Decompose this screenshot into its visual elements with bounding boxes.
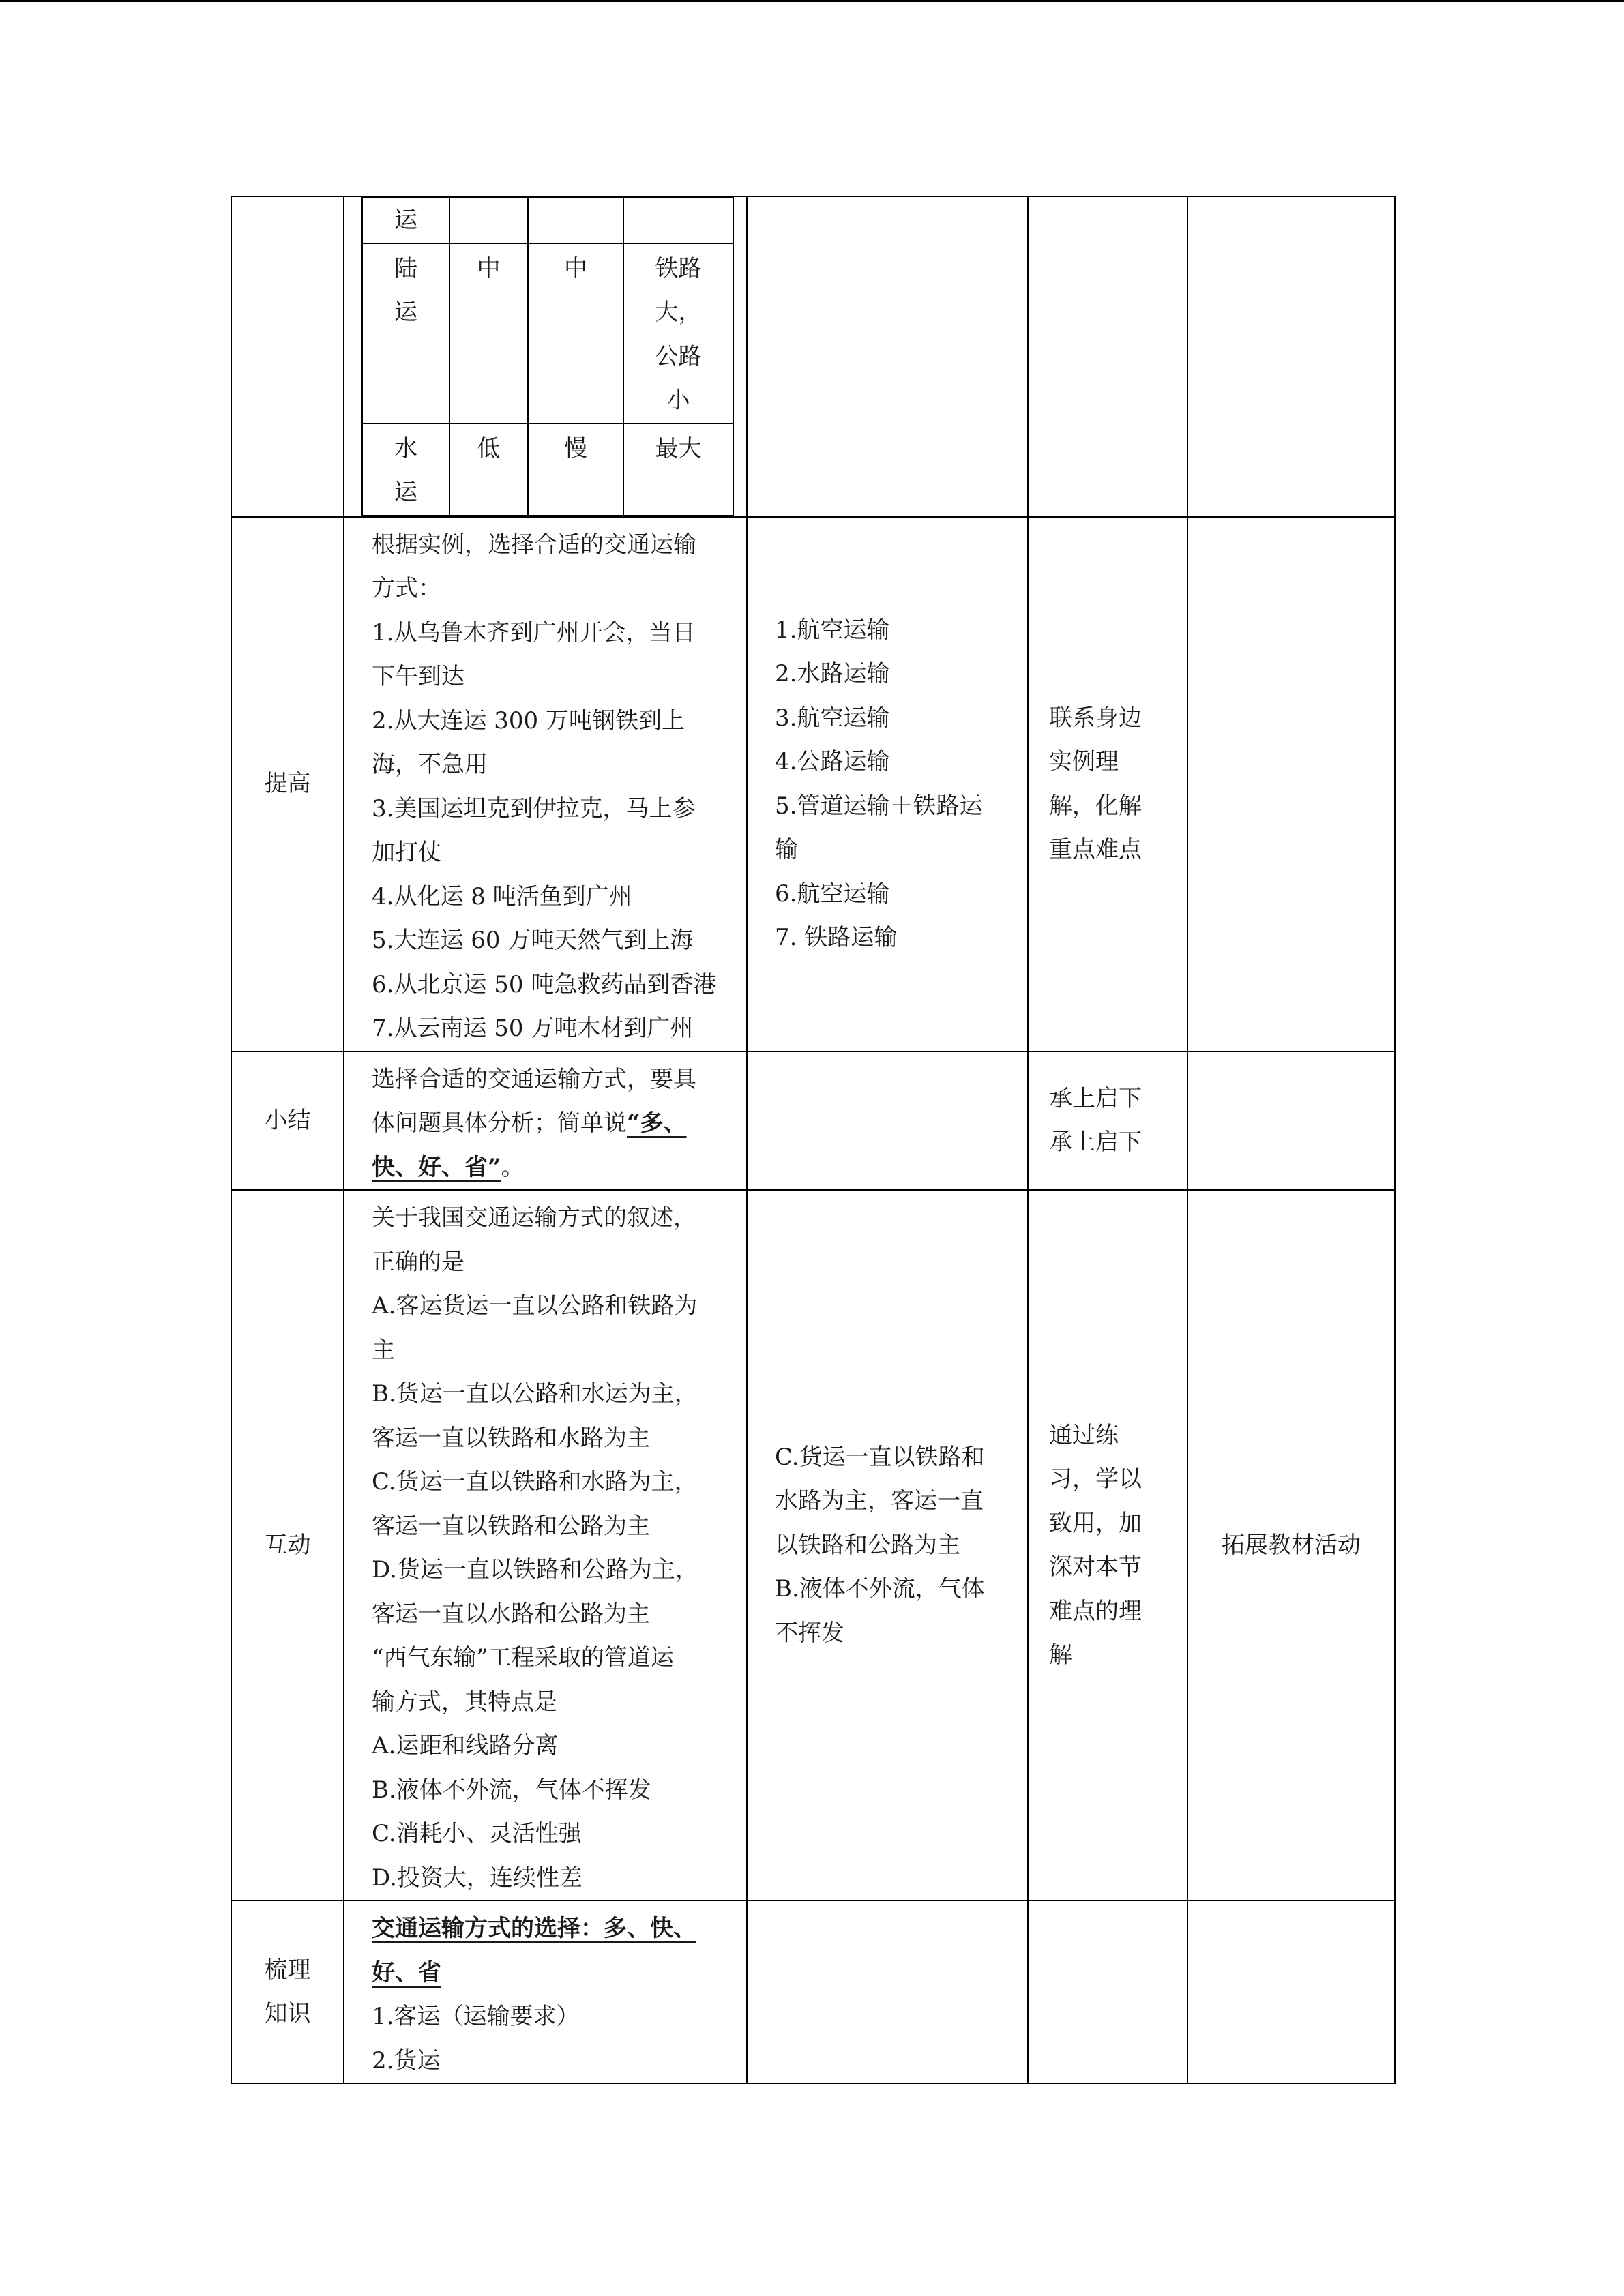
cost-cell [449, 243, 528, 423]
text-line: 选择合适的交通运输方式，要具 [372, 1065, 696, 1093]
text-line: 5.大连运 60 万吨天然气到上海 [372, 927, 694, 954]
speed-cell [528, 198, 623, 243]
text-line: 下午到达 [372, 663, 464, 690]
text-line: 6.航空运输 [775, 880, 890, 908]
text-line: 关于我国交通运输方式的叙述， [372, 1204, 696, 1232]
stage-cell-empty [231, 196, 344, 517]
extension-cell-empty [1187, 1900, 1395, 2083]
transport-comparison-table [361, 197, 734, 516]
table-row-comparison [231, 196, 1395, 517]
text-line: 承上启下 [1049, 1129, 1142, 1157]
text-line: 水路为主，客运一直 [775, 1487, 984, 1515]
text-line: A.运距和线路分离 [372, 1732, 559, 1759]
activity-content [344, 517, 747, 1052]
activity-content [344, 1052, 747, 1191]
summary-emphasis: “多、 [627, 1109, 687, 1137]
comparison-container [344, 196, 747, 517]
speed-cell [528, 423, 623, 516]
stage-label: 提高 [231, 517, 344, 1052]
table-row-tigao [231, 517, 1395, 1052]
text-line: 慢 [564, 434, 587, 462]
text-line: 不挥发 [775, 1619, 844, 1647]
text-line: B.货运一直以公路和水运为主， [372, 1380, 698, 1407]
text-line: 致用，加 [1049, 1509, 1142, 1537]
text-line: 5.管道运输＋铁路运 [775, 792, 983, 820]
design-intent [1028, 1052, 1187, 1191]
extension-activity: 拓展教材活动 [1187, 1190, 1395, 1900]
text-line: 铁路 [655, 254, 702, 282]
text-line: 中 [564, 254, 587, 282]
text-line: 实例理 [1049, 748, 1119, 775]
text-line: 小 [666, 387, 690, 414]
text-line: 水 [394, 434, 417, 462]
speed-cell [528, 243, 623, 423]
text-line: 运 [394, 207, 417, 234]
stage-label: 小结 [231, 1052, 344, 1191]
text-line: 难点的理 [1049, 1597, 1142, 1625]
activity-content [344, 1900, 747, 2083]
text-line: 3.航空运输 [775, 704, 890, 732]
intent-cell-empty [1028, 1900, 1187, 2083]
text-line: 1.从乌鲁木齐到广州开会，当日 [372, 618, 696, 646]
text-line: 主 [372, 1336, 395, 1364]
text-line: A.客运货运一直以公路和铁路为 [372, 1292, 698, 1320]
summary-emphasis: 快、好、省” [372, 1153, 501, 1181]
text-line: C.货运一直以铁路和水路为主， [372, 1468, 698, 1495]
text-line: 7.从云南运 50 万吨木材到广州 [372, 1015, 694, 1042]
lesson-plan-table [231, 196, 1396, 2084]
design-intent [1028, 517, 1187, 1052]
text-line: 2.水路运输 [775, 660, 890, 687]
text-line: 低 [477, 434, 501, 462]
mode-cell [362, 423, 449, 516]
mode-cell [362, 198, 449, 243]
text-line: 承上启下 [1049, 1084, 1142, 1112]
text-line: 6.从北京运 50 吨急救药品到香港 [372, 970, 717, 998]
extension-cell-empty [1187, 1052, 1395, 1191]
comparison-row [362, 243, 733, 423]
text-line: 梳理 [264, 1956, 311, 1984]
knowledge-title: 好、省 [372, 1958, 441, 1986]
text-line: 通过练 [1049, 1421, 1119, 1449]
student-answers [747, 1190, 1028, 1900]
text-line: 输方式，其特点是 [372, 1688, 557, 1716]
design-intent [1028, 1190, 1187, 1900]
text-line: 客运一直以水路和公路为主 [372, 1600, 650, 1628]
text-line: 3.美国运坦克到伊拉克，马上参 [372, 794, 696, 822]
text-line: 2.从大连运 300 万吨钢铁到上 [372, 706, 685, 734]
text-line: D.投资大，连续性差 [372, 1864, 582, 1892]
text-line: 正确的是 [372, 1248, 464, 1276]
text-line: 大， [655, 299, 702, 326]
text-line: 1.航空运输 [775, 616, 890, 644]
text-line: 2.货运 [372, 2046, 441, 2074]
text-line: 以铁路和公路为主 [775, 1531, 960, 1559]
text-line: 中 [477, 254, 501, 282]
answer-cell-empty [747, 1052, 1028, 1191]
extension-cell-empty [1187, 196, 1395, 517]
text-line: 4.从化运 8 吨活鱼到广州 [372, 882, 632, 910]
text-line: 深对本节 [1049, 1553, 1142, 1581]
text-line: 解 [1049, 1641, 1072, 1669]
activity-content [344, 1190, 747, 1900]
comparison-row [362, 423, 733, 516]
text-line: 7. 铁路运输 [775, 924, 898, 951]
capacity-cell [623, 243, 733, 423]
text-line: 1.客运（运输要求） [372, 2003, 580, 2030]
text-line: 方式： [372, 575, 441, 602]
text-line: D.货运一直以铁路和公路为主， [372, 1556, 698, 1583]
stage-label [231, 1900, 344, 2083]
text-line: 根据实例，选择合适的交通运输 [372, 531, 696, 558]
text-line: 加打仗 [372, 839, 441, 866]
comparison-row [362, 198, 733, 243]
text-line: 运 [394, 299, 417, 326]
text-line: 输 [775, 836, 798, 863]
cost-cell [449, 423, 528, 516]
summary-text: 。 [501, 1153, 525, 1181]
text-line: 联系身边 [1049, 704, 1142, 732]
intent-cell-empty [1028, 196, 1187, 517]
text-line: 4.公路运输 [775, 748, 890, 775]
text-line: 最大 [655, 434, 702, 462]
student-answers [747, 517, 1028, 1052]
text-line: 运 [394, 479, 417, 506]
text-line: C.消耗小、灵活性强 [372, 1820, 582, 1847]
text-line: 陆 [394, 254, 417, 282]
summary-text: 体问题具体分析；简单说 [372, 1109, 627, 1137]
table-row-xiaojie [231, 1052, 1395, 1191]
text-line: B.液体不外流，气体不挥发 [372, 1776, 651, 1804]
answer-cell-empty [747, 196, 1028, 517]
text-line: 解，化解 [1049, 792, 1142, 820]
text-line: B.液体不外流，气体 [775, 1575, 985, 1603]
text-line: C.货运一直以铁路和 [775, 1443, 985, 1471]
stage-label: 互动 [231, 1190, 344, 1900]
text-line: “西气东输”工程采取的管道运 [372, 1644, 674, 1671]
capacity-cell [623, 423, 733, 516]
page-top-border [0, 0, 1624, 2]
extension-cell-empty [1187, 517, 1395, 1052]
text-line: 客运一直以铁路和水路为主 [372, 1424, 650, 1452]
text-line: 海，不急用 [372, 751, 488, 778]
knowledge-title: 交通运输方式的选择：多、快、 [372, 1915, 696, 1942]
cost-cell [449, 198, 528, 243]
answer-cell-empty [747, 1900, 1028, 2083]
text-line: 习，学以 [1049, 1465, 1142, 1493]
mode-cell [362, 243, 449, 423]
table-row-shuli [231, 1900, 1395, 2083]
text-line: 知识 [264, 2000, 311, 2027]
table-row-hudong [231, 1190, 1395, 1900]
text-line: 重点难点 [1049, 836, 1142, 863]
text-line: 客运一直以铁路和公路为主 [372, 1512, 650, 1540]
text-line: 公路 [655, 342, 702, 370]
capacity-cell [623, 198, 733, 243]
